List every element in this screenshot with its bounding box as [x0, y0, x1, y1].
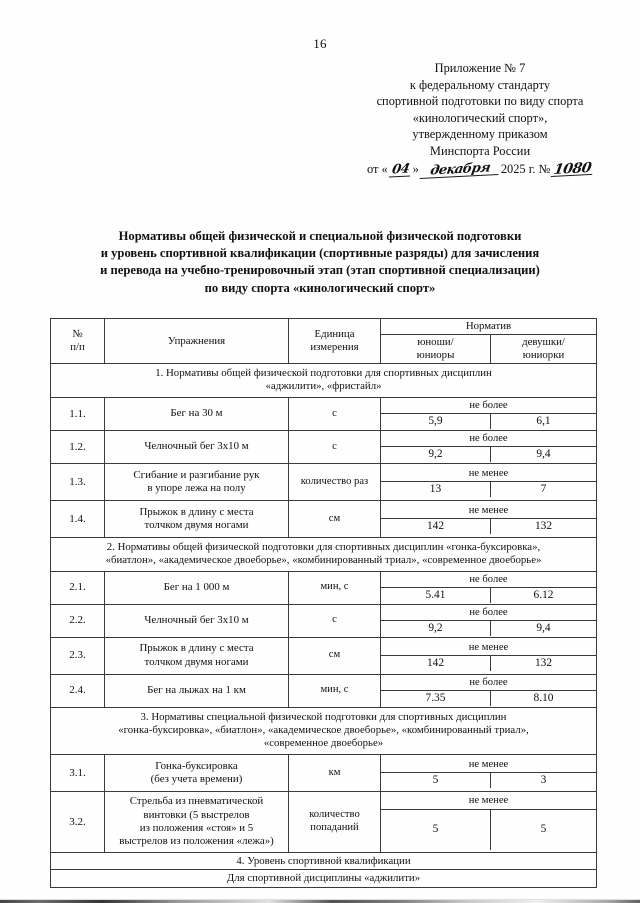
row-value-female: 5 — [540, 823, 547, 836]
approval-line-5: утвержденному приказом — [412, 127, 548, 142]
row-norm-cell — [381, 430, 597, 463]
row-value-female: 8.10 — [533, 692, 554, 705]
page-number: 16 — [313, 36, 327, 51]
row-value-male: 5.41 — [381, 588, 491, 602]
row-unit-line: км — [328, 766, 341, 778]
table-row — [51, 430, 597, 463]
row-norm-cell — [381, 571, 597, 604]
date-year: 2025 г. № — [500, 161, 551, 176]
row-exercise-line: Стрельба из пневматической — [129, 795, 264, 808]
section-heading-1-line2: «аджилити», «фристайл» — [265, 380, 382, 393]
row-values — [381, 588, 596, 602]
row-exercise-line: Прыжок в длину с места — [139, 505, 254, 518]
row-exercise — [105, 463, 289, 500]
row-limit: не более — [381, 573, 596, 588]
row-value-female: 9,4 — [536, 448, 551, 461]
table-row — [51, 791, 597, 852]
row-unit — [289, 754, 381, 791]
row-value-female: 3 — [540, 774, 547, 787]
row-exercise — [105, 571, 289, 604]
footer-row — [51, 870, 597, 887]
handwritten-day: 04 — [389, 163, 412, 177]
row-number: 2.2. — [51, 604, 105, 637]
approval-line-1: Приложение № 7 — [434, 61, 526, 75]
row-limit: не более — [381, 606, 596, 621]
row-exercise-line: выстрелов из положения «лежа») — [119, 835, 274, 848]
row-exercise — [105, 500, 289, 537]
table-row — [51, 500, 597, 537]
page-title-line-3: и перевода на учебно-тренировочный этап (этап спортивной специализации) — [100, 263, 540, 278]
row-value-female: 7 — [540, 483, 547, 496]
row-unit-line: с — [332, 440, 337, 452]
row-number: 3.2. — [51, 791, 105, 852]
section-heading-row — [51, 364, 597, 398]
col-header-female-line1: девушки/ — [522, 336, 565, 348]
row-limit: не менее — [381, 758, 596, 773]
handwritten-order-number: 1080 — [553, 159, 593, 178]
date-prefix: от « — [366, 161, 388, 176]
handwritten-month: декабря — [419, 162, 500, 179]
section-heading-1 — [51, 364, 597, 398]
col-header-male — [381, 335, 491, 364]
row-unit-line: см — [328, 649, 341, 661]
section-heading-2 — [51, 537, 597, 571]
table-row — [51, 754, 597, 791]
col-header-number-line1: № — [72, 328, 83, 340]
row-exercise-line: Гонка-буксировка — [155, 759, 238, 772]
section-heading-2-line1: 2. Нормативы общей физической подготовки для спортивных дисциплин «гонка-буксировка», — [106, 540, 541, 553]
col-header-female-line2: юниорки — [522, 349, 565, 361]
row-unit — [289, 604, 381, 637]
row-exercise-line: (без учета времени) — [150, 772, 243, 785]
row-values — [381, 482, 596, 496]
row-number: 1.2. — [51, 430, 105, 463]
row-norm-cell — [381, 604, 597, 637]
row-exercise-line: Бег на 1 000 м — [163, 581, 230, 594]
standards-table — [50, 318, 597, 888]
row-values — [381, 656, 596, 670]
table-row — [51, 674, 597, 707]
row-unit — [289, 500, 381, 537]
col-header-male-line2: юниоры — [416, 349, 455, 361]
row-exercise — [105, 637, 289, 674]
row-exercise-line: Прыжок в длину с места — [139, 642, 254, 655]
row-exercise-line: винтовки (5 выстрелов — [143, 808, 250, 821]
row-exercise-line: в упоре лежа на полу — [147, 481, 246, 494]
row-number: 1.4. — [51, 500, 105, 537]
row-norm-cell — [381, 397, 597, 430]
row-norm-cell — [381, 754, 597, 791]
row-value-male: 142 — [381, 519, 491, 533]
date-quote-close: » — [412, 161, 419, 176]
row-unit-line: попаданий — [310, 821, 359, 833]
table-header-row-1 — [51, 319, 597, 335]
table-header — [51, 319, 597, 364]
row-values — [381, 447, 596, 461]
row-exercise — [105, 604, 289, 637]
row-number: 2.4. — [51, 674, 105, 707]
footer-row-qualification: 4. Уровень спортивной квалификации — [51, 852, 597, 869]
row-values — [381, 621, 596, 635]
row-exercise-line: Бег на 30 м — [170, 407, 223, 420]
row-value-male: 13 — [381, 482, 491, 496]
row-limit: не менее — [381, 794, 596, 809]
row-values — [381, 773, 596, 787]
page-title — [38, 228, 602, 297]
footer-row — [51, 852, 597, 869]
row-value-female: 6,1 — [536, 415, 551, 428]
approval-line-3: спортивной подготовки по виду спорта — [376, 94, 584, 109]
table-row — [51, 397, 597, 430]
row-unit — [289, 637, 381, 674]
section-heading-row — [51, 537, 597, 571]
row-value-female: 132 — [534, 520, 553, 533]
col-header-number-line2: п/п — [70, 341, 85, 353]
row-limit: не менее — [381, 641, 596, 656]
col-header-unit — [289, 319, 381, 364]
col-header-number — [51, 319, 105, 364]
table-row — [51, 637, 597, 674]
row-number: 3.1. — [51, 754, 105, 791]
section-heading-row — [51, 707, 597, 754]
row-exercise-line: толчком двумя ногами — [144, 655, 249, 668]
row-unit — [289, 430, 381, 463]
row-norm-cell — [381, 463, 597, 500]
row-exercise-line: Челночный бег 3х10 м — [144, 440, 249, 453]
row-unit-line: см — [328, 512, 341, 524]
row-number: 1.3. — [51, 463, 105, 500]
row-number: 1.1. — [51, 397, 105, 430]
page-title-line-4: по виду спорта «кинологический спорт» — [204, 280, 436, 295]
section-heading-3-line2: «гонка-буксировка», «биатлон», «академическое двоеборье», «комбинированный триал», — [118, 724, 529, 737]
approval-line-6: Минспорта России — [429, 143, 531, 158]
row-unit — [289, 397, 381, 430]
approval-line-4: «кинологический спорт», — [412, 110, 548, 125]
section-heading-3-line1: 3. Нормативы специальной физической подготовки для спортивных дисциплин — [140, 710, 507, 723]
table-row — [51, 604, 597, 637]
row-value-male: 5 — [381, 773, 491, 787]
row-unit-line: с — [332, 407, 337, 419]
row-limit: не менее — [381, 504, 596, 519]
section-heading-2-line2: «биатлон», «академическое двоеборье», «комбинированный триал», «современное двоеборье» — [105, 554, 542, 567]
page-title-line-1: Нормативы общей физической и специальной физической подготовки — [118, 229, 522, 243]
row-limit: не менее — [381, 467, 596, 482]
row-unit-line: количество раз — [300, 475, 369, 487]
row-unit-line: мин, с — [320, 684, 349, 696]
row-exercise — [105, 754, 289, 791]
col-header-unit-line2: измерения — [310, 341, 359, 353]
row-value-female: 6.12 — [533, 589, 554, 602]
row-unit-line: с — [332, 614, 337, 626]
row-unit — [289, 791, 381, 852]
row-norm-cell — [381, 637, 597, 674]
row-value-male: 7.35 — [381, 691, 491, 705]
row-value-female: 132 — [534, 657, 553, 670]
row-limit: не более — [381, 676, 596, 691]
row-value-male: 9,2 — [381, 447, 491, 461]
row-limit: не более — [381, 399, 596, 414]
row-norm-cell — [381, 674, 597, 707]
row-values — [381, 691, 596, 705]
col-header-exercise: Упражнения — [105, 319, 289, 364]
row-unit-line: мин, с — [320, 581, 349, 593]
row-value-male: 5,9 — [381, 414, 491, 428]
row-exercise-line: Бег на лыжах на 1 км — [147, 684, 246, 697]
row-number: 2.1. — [51, 571, 105, 604]
approval-line-2: к федеральному стандарту — [409, 77, 551, 92]
row-value-male: 142 — [381, 656, 491, 670]
row-exercise — [105, 791, 289, 852]
row-unit — [289, 674, 381, 707]
row-exercise — [105, 430, 289, 463]
footer-row-discipline: Для спортивной дисциплины «аджилити» — [51, 870, 597, 887]
row-number: 2.3. — [51, 637, 105, 674]
row-exercise-line: Сгибание и разгибание рук — [133, 468, 260, 481]
row-exercise-line: толчком двумя ногами — [144, 518, 249, 531]
row-norm-cell — [381, 791, 597, 852]
approval-block — [335, 60, 625, 177]
row-value-male: 9,2 — [381, 621, 491, 635]
table-row — [51, 463, 597, 500]
table-body — [51, 364, 597, 888]
row-exercise-line: Челночный бег 3х10 м — [144, 614, 249, 627]
approval-date-line — [335, 161, 625, 178]
row-limit: не более — [381, 432, 596, 447]
row-unit — [289, 463, 381, 500]
page-title-line-2: и уровень спортивной квалификации (спортивные разряды) для зачисления — [100, 246, 540, 261]
row-value-female: 9,4 — [536, 622, 551, 635]
row-unit — [289, 571, 381, 604]
section-heading-3-line3: «современное двоеборье» — [263, 737, 384, 750]
row-exercise-line: из положения «стоя» и 5 — [139, 821, 254, 834]
row-unit-line: количество — [309, 809, 360, 821]
table-row — [51, 571, 597, 604]
row-values — [381, 519, 596, 533]
section-heading-3 — [51, 707, 597, 754]
col-header-norm-group: Норматив — [381, 319, 597, 335]
col-header-male-line1: юноши/ — [417, 336, 454, 348]
col-header-unit-line1: Единица — [314, 328, 355, 340]
row-exercise — [105, 674, 289, 707]
row-exercise — [105, 397, 289, 430]
col-header-female — [491, 335, 597, 364]
row-value-male: 5 — [381, 810, 491, 850]
row-values — [381, 414, 596, 428]
section-heading-1-line1: 1. Нормативы общей физической подготовки для спортивных дисциплин — [155, 367, 492, 379]
row-values — [381, 810, 596, 850]
row-norm-cell — [381, 500, 597, 537]
